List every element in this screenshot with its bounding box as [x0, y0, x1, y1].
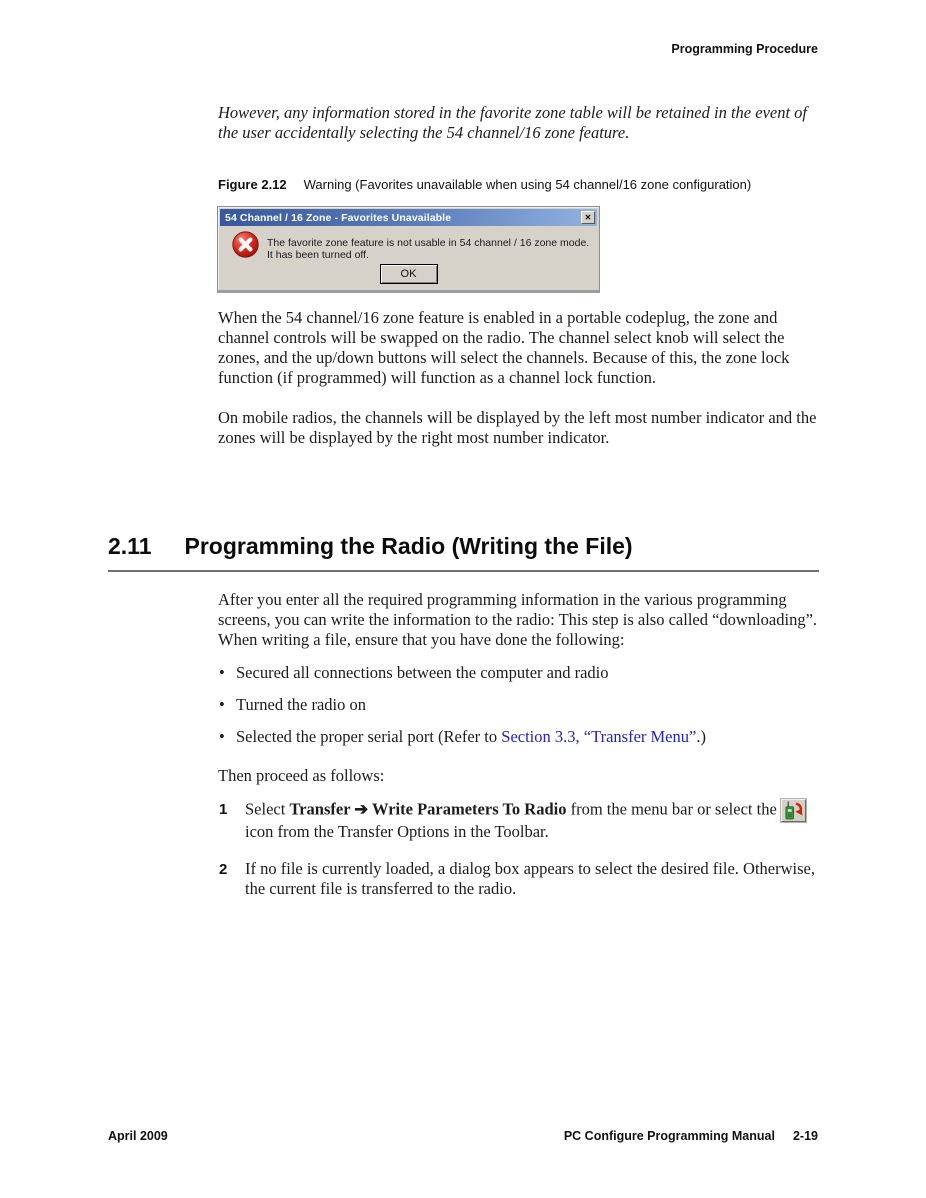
section-3-3-link[interactable]: Section 3.3, [501, 727, 580, 746]
step-line-1 [245, 799, 834, 822]
list-item [219, 727, 825, 747]
list-item [219, 663, 825, 683]
footer-manual-title: PC Configure Programming Manual [563, 1129, 775, 1143]
figure-label: Figure 2.12 [218, 177, 287, 192]
warning-dialog-screenshot [217, 206, 600, 293]
write-to-radio-icon [781, 799, 806, 822]
running-header: Programming Procedure [671, 42, 818, 56]
section-title: Programming the Radio (Writing the File) [184, 533, 633, 559]
list-item [219, 695, 825, 715]
step-text: If no file is currently loaded, a dialog box appears to select the desired file. Otherwise, the current file is transferred to the radio. [245, 859, 815, 898]
section-number: 2.11 [108, 533, 152, 559]
section-heading [108, 533, 820, 560]
step-text-post: from the menu bar or select the [566, 799, 777, 819]
close-icon[interactable]: ✕ [581, 211, 595, 224]
footer-date: April 2009 [108, 1129, 168, 1143]
bullet-icon: • [219, 727, 225, 746]
error-icon [232, 231, 259, 258]
proceed-text: Then proceed as follows: [218, 766, 385, 785]
dialog-message: The favorite zone feature is not usable in 54 channel / 16 zone mode. It has been turned off. [267, 237, 593, 261]
step-text-pre: Select [245, 799, 290, 819]
dialog-titlebar [220, 209, 597, 226]
bullet-text-pre: Selected the proper serial port (Refer to [236, 727, 502, 746]
ok-button[interactable]: OK [380, 264, 438, 284]
body-paragraph-1: When the 54 channel/16 zone feature is enabled in a portable codeplug, the zone and channel controls will be swapped on the radio. The channel select knob will select the zones, and the up/down buttons will select the channels. Because of this, the zone lock function (if programmed) will function as a channel lock function. [218, 308, 790, 387]
body-paragraph-3: After you enter all the required programming information in the various programming screens, you can write the information to the radio: This step is also called “downloading”. When writing a file, ensure that you have done the following: [218, 590, 818, 649]
step-number: 1 [219, 801, 228, 818]
body-paragraph-2: On mobile radios, the channels will be displayed by the left most number indicator and the zones will be displayed by the right most number indicator. [218, 408, 817, 447]
bullet-text: Turned the radio on [236, 695, 367, 714]
bullet-text: Secured all connections between the computer and radio [236, 663, 609, 682]
step-line-2: icon from the Transfer Options in the Toolbar. [245, 822, 549, 841]
figure-caption-text: Warning (Favorites unavailable when using 54 channel/16 zone configuration) [303, 177, 752, 192]
dialog-title: 54 Channel / 16 Zone - Favorites Unavailable [225, 211, 452, 224]
section-rule [108, 570, 819, 572]
step-number: 2 [219, 861, 228, 878]
bullet-icon: • [219, 663, 225, 682]
bullet-text [236, 727, 706, 747]
note-paragraph: However, any information stored in the favorite zone table will be retained in the event of the user accidentally selecting the 54 channel/16 zone feature. [218, 103, 808, 142]
dialog-body [220, 226, 597, 287]
bullet-icon: • [219, 695, 225, 714]
transfer-menu-link[interactable]: “Transfer Menu” [583, 727, 697, 746]
step-item-1 [218, 799, 834, 842]
footer-page-number: 2-19 [792, 1129, 818, 1143]
checklist [219, 663, 825, 759]
menu-path-text: Transfer ➔ Write Parameters To Radio [289, 799, 567, 819]
bullet-text-post: .) [696, 727, 706, 746]
footer-title-page [564, 1129, 818, 1143]
step-item-2 [218, 859, 834, 899]
figure-caption [218, 177, 858, 192]
